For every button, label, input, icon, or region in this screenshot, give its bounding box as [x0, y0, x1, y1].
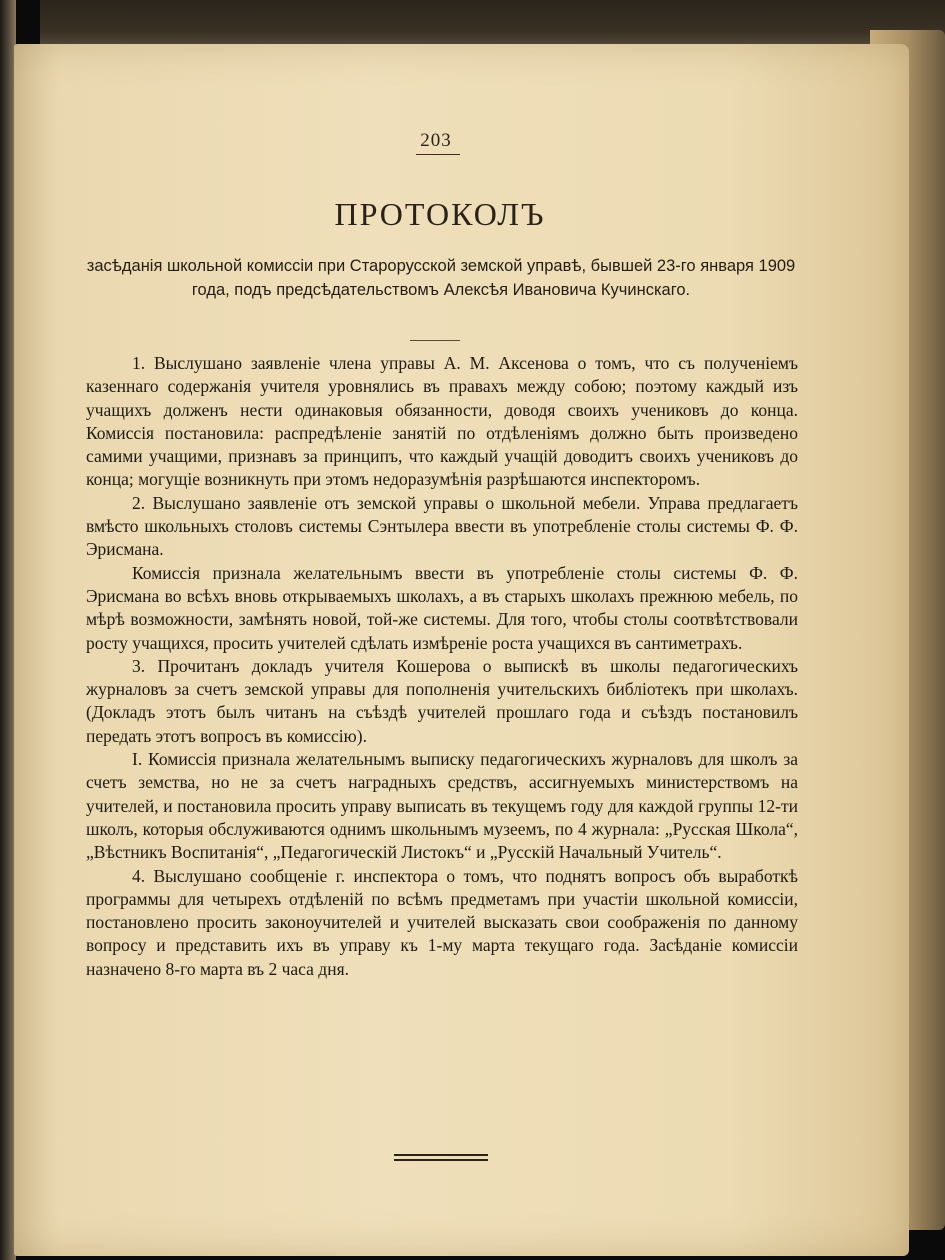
document-subtitle: засѣданія школьной комиссіи при Старорусской земской управѣ, бывшей 23-го января 1909 года, подъ предсѣдательствомъ Алексѣя Ивановича Кучинскаго.	[86, 257, 796, 299]
page-number-rule	[416, 154, 460, 155]
paragraph-6: 4. Выслушано сообщеніе г. инспектора о томъ, что поднятъ вопросъ объ выработкѣ программы для четырехъ отдѣленій по всѣмъ предметамъ при участіи школьной комиссіи, постановлено просить законоучителей и учителей высказать свои соображенія по данному вопросу и представить ихъ въ управу къ 1-му марта текущаго года. Засѣданіе комиссіи назначено 8-го марта въ 2 часа дня.	[86, 865, 798, 979]
end-double-rule-top	[394, 1154, 488, 1156]
paragraph-4: 3. Прочитанъ докладъ учителя Кошерова о выпискѣ въ школы педагогическихъ журналовъ за счетъ земской управы для пополненія учительскихъ библіотекъ при школахъ. (Докладъ этотъ былъ читанъ на съѣздѣ учителей прошлаго года и съѣздъ постановилъ передать этотъ вопросъ въ комиссію).	[86, 655, 798, 746]
end-double-rule-bottom	[394, 1159, 488, 1161]
separator-rule	[410, 340, 460, 341]
paragraph-5: I. Комиссія признала желательнымъ выписку педагогическихъ журналовъ для школъ за счетъ земства, но не за счетъ наградныхъ средствъ, ассигнуемыхъ министерствомъ на учителей, и постановила просить управу выписать въ текущемъ году для каждой группы 12-ти школъ, которыя обслуживаются однимъ школьнымъ музеемъ, по 4 журнала: „Русская Школа“, „Вѣстникъ Воспитанія“, „Педагогическій Листокъ“ и „Русскій Начальный Учитель“.	[86, 749, 798, 863]
book-cover-edge	[40, 0, 945, 46]
document-body	[86, 352, 798, 981]
paragraph-3: Комиссія признала желательнымъ ввести въ употребленіе столы системы Ф. Ф. Эрисмана во всѣхъ вновь открываемыхъ школахъ, а въ старыхъ школахъ прежнюю мебель, по мѣрѣ возможности, замѣнять новой, той-же системы. Для того, чтобы столы соотвѣтствовали росту учащихся, просить учителей сдѣлать измѣреніе роста учащихся въ сантиметрахъ.	[86, 562, 798, 653]
document-title: ПРОТОКОЛЪ	[334, 196, 546, 232]
page-number: 203	[420, 130, 452, 151]
paragraph-2: 2. Выслушано заявленіе отъ земской управы о школьной мебели. Управа предлагаетъ вмѣсто школьныхъ столовъ системы Сэнтылера ввести въ употребленіе столы системы Ф. Ф. Эрисмана.	[86, 492, 798, 560]
paragraph-1: 1. Выслушано заявленіе члена управы А. М. Аксенова о томъ, что съ полученіемъ казеннаго содержанія учителя уровнялись въ правахъ между собою; поэтому каждый изъ учащихъ долженъ нести одинаковыя обязанности, доводя своихъ учениковъ до конца. Комиссія постановила: распредѣленіе занятій по отдѣленіямъ должно быть произведено самими учащими, признавъ за принципъ, что каждый учащій доводитъ своихъ учениковъ до конца; могущіе возникнуть при этомъ недоразумѣнія разрѣшаются инспекторомъ.	[86, 353, 798, 490]
